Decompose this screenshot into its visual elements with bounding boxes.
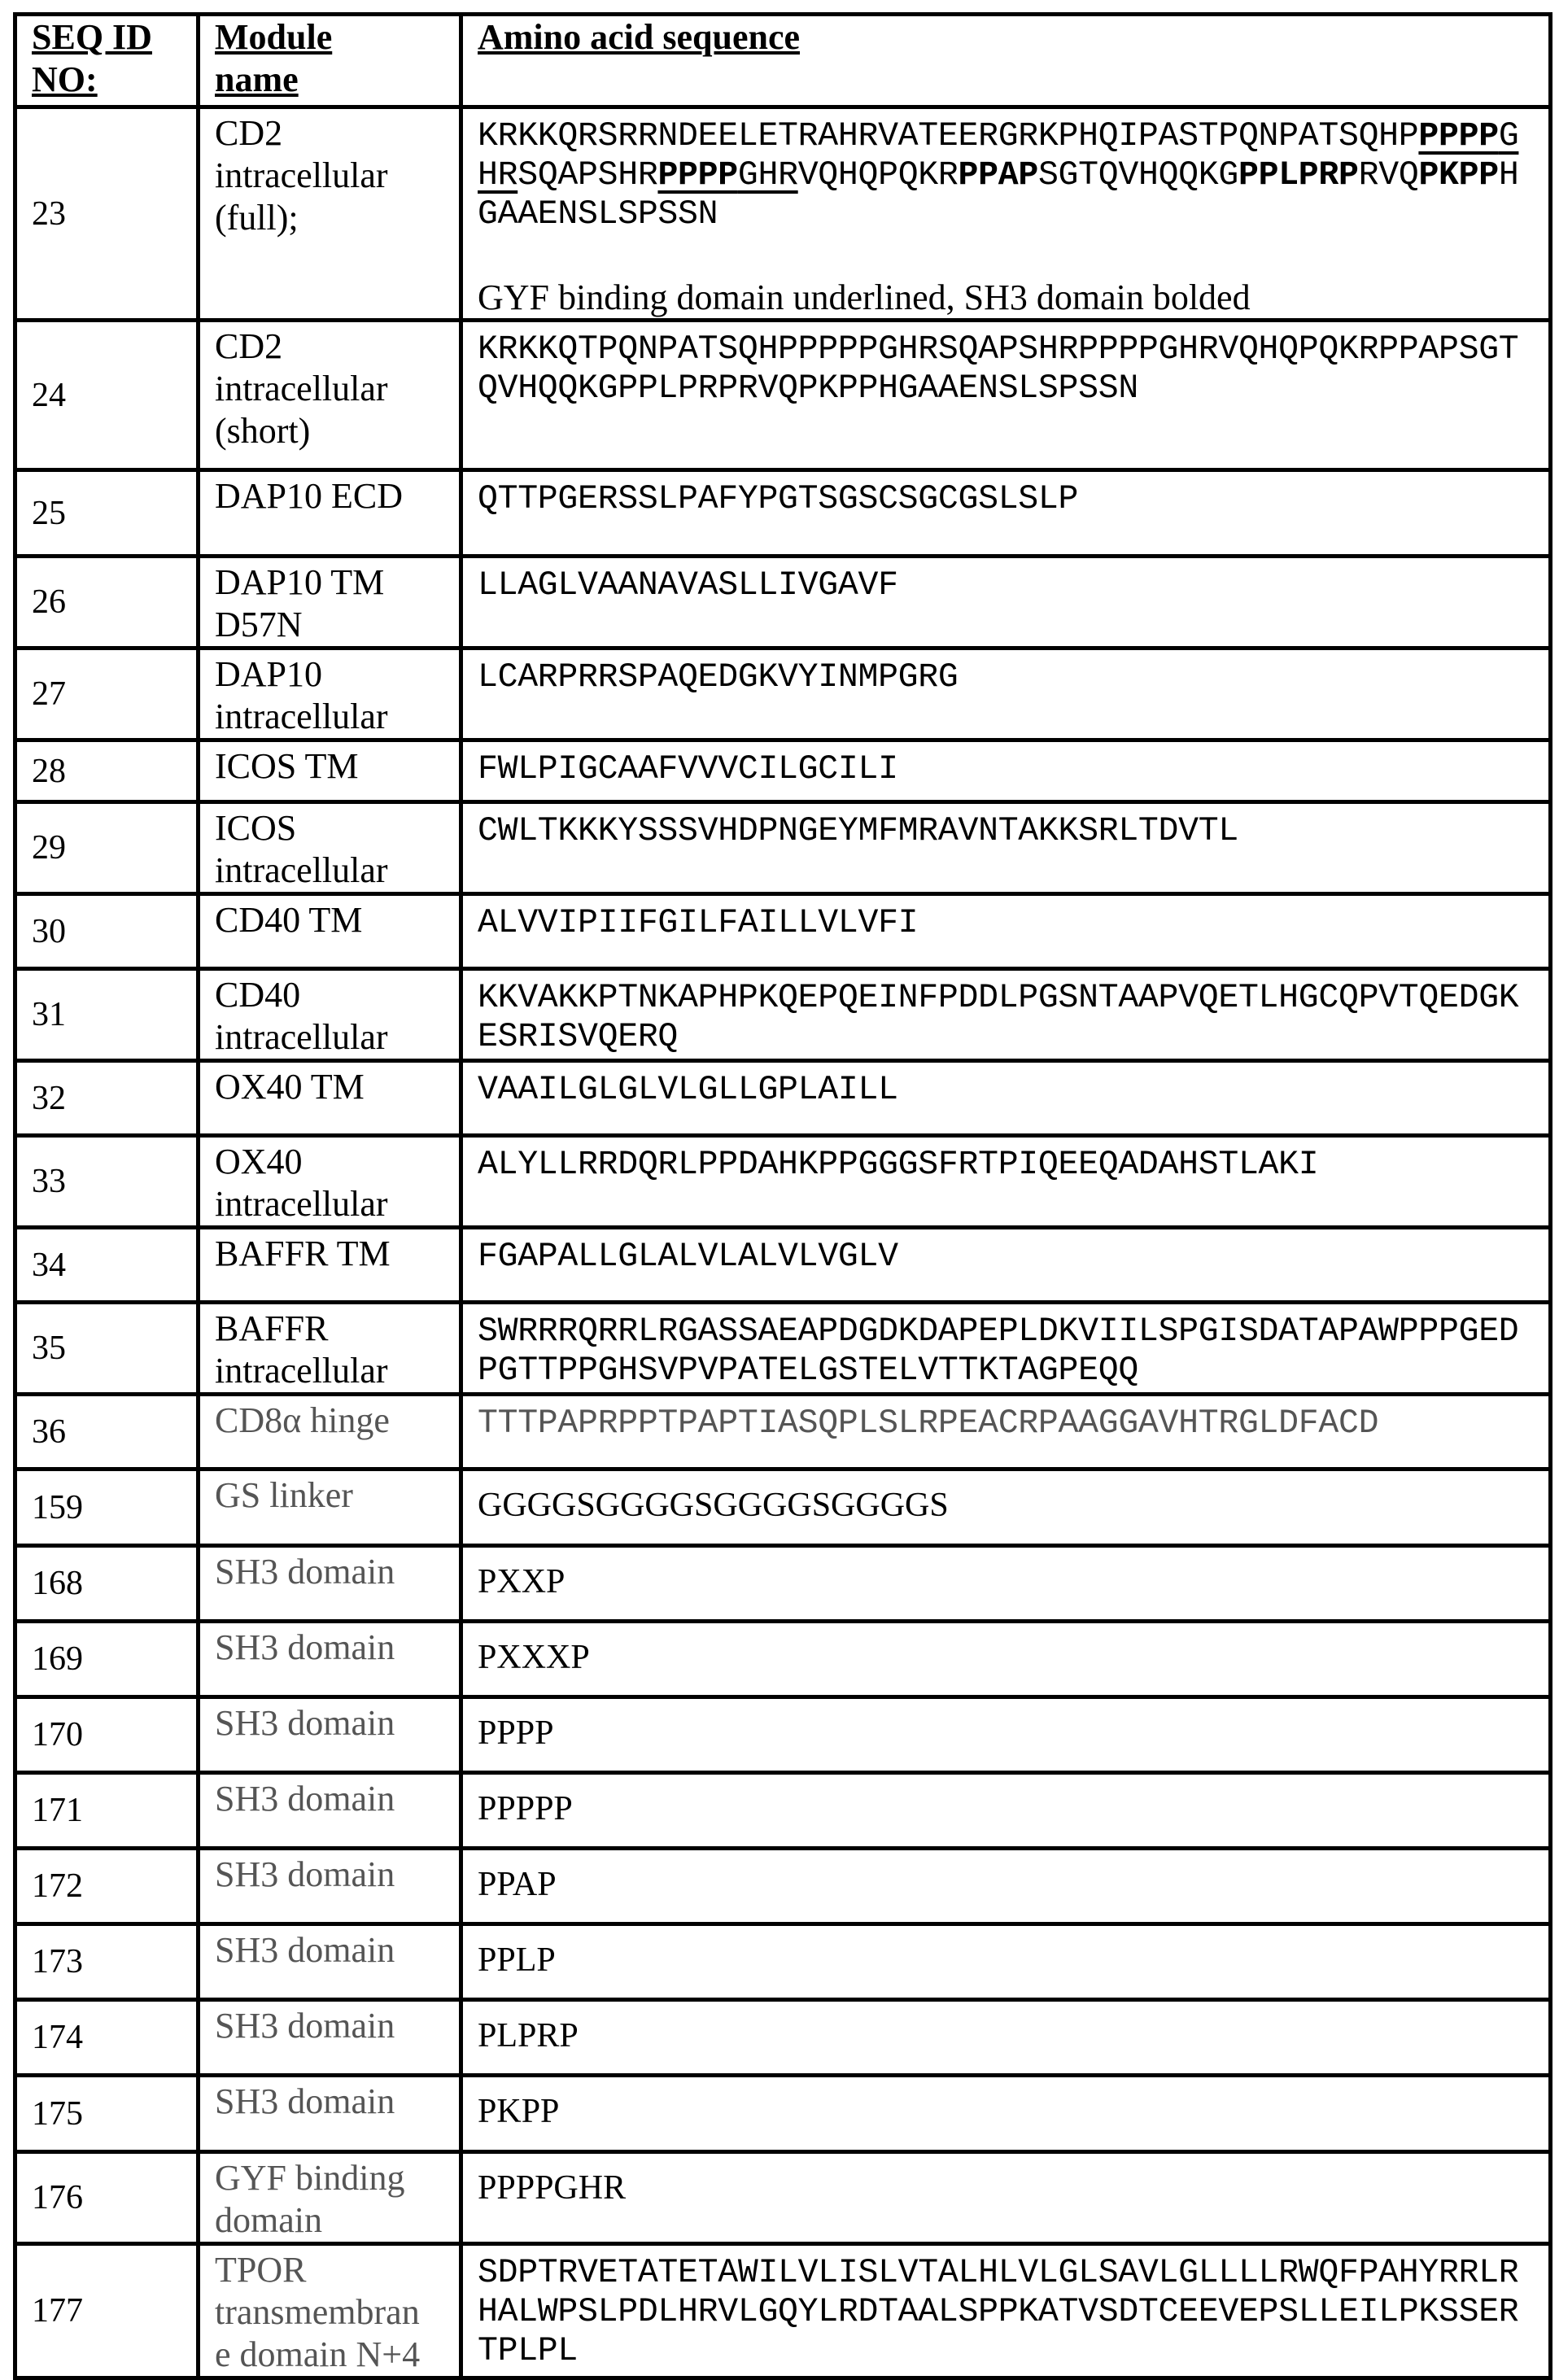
sequence-segment: SGTQVHQQKG [1038,156,1238,194]
sequence-cell [461,1849,1551,1924]
table-row [15,894,1551,969]
sh3-domain-segment: PPPP [657,156,737,194]
module-name: GS linker [199,1469,461,1546]
sequence: PKPP [478,2085,1534,2131]
sh3-domain-segment: PPPP [1418,117,1498,155]
seq-id: 172 [15,1849,199,1924]
seq-id: 32 [15,1061,199,1136]
module-name: SH3 domain [199,2000,461,2076]
module-name: SH3 domain [199,1924,461,2000]
seq-id: 170 [15,1697,199,1773]
module-name: CD2 intracellular (short) [199,321,461,470]
seq-id: 159 [15,1469,199,1546]
seq-id: 28 [15,740,199,802]
header-seq-id: SEQ ID NO: [15,15,199,107]
sequence-cell [461,1773,1551,1849]
module-name: SH3 domain [199,1622,461,1697]
seq-id: 36 [15,1395,199,1469]
seq-id: 27 [15,648,199,740]
sequence-segment: KRKKQRSRRNDEELETRAHRVATEERGRKPHQIPASTPQNPATSQHP [478,117,1418,155]
seq-id: 173 [15,1924,199,2000]
sequence-cell [461,1303,1551,1395]
sequence-segment: RVQ [1359,156,1419,194]
sequence-cell [461,107,1551,321]
sequence-cell [461,1395,1551,1469]
table-row [15,1061,1551,1136]
table-row [15,1849,1551,1924]
header-row [15,15,1551,107]
sequence: QTTPGERSSLPAFYPGTSGSCSGCGSLSLP [478,480,1534,519]
table-row [15,1697,1551,1773]
module-name: BAFFR intracellular [199,1303,461,1395]
seq-id: 33 [15,1136,199,1228]
table-row [15,107,1551,321]
sequence: GGGGSGGGGSGGGGSGGGGS [478,1479,1534,1525]
table-row [15,1136,1551,1228]
module-name: CD40 intracellular [199,969,461,1061]
table-row [15,1622,1551,1697]
table-row [15,1546,1551,1622]
sequence: PXXP [478,1556,1534,1601]
module-name: CD8α hinge [199,1395,461,1469]
sequence-cell [461,969,1551,1061]
sequence-cell [461,1697,1551,1773]
seq-id: 169 [15,1622,199,1697]
module-name: OX40 intracellular [199,1136,461,1228]
module-name: SH3 domain [199,1546,461,1622]
table-row [15,2000,1551,2076]
module-name: SH3 domain [199,1697,461,1773]
table-row [15,969,1551,1061]
sequence-segment: HGAAENSLSPSSN [478,156,1518,234]
sh3-domain-segment: PPAP [959,156,1038,194]
module-name: SH3 domain [199,2076,461,2152]
sequence-segment: SQAPSHR [517,156,657,194]
sequence: KRKKQTPQNPATSQHPPPPPGHRSQAPSHRPPPPGHRVQHQPQKRPPAPSGTQVHQQKGPPLPRPRVQPKPPHGAAENSLSPSSN [478,330,1534,408]
sequence: TTTPAPRPPTPAPTIASQPLSLRPEACRPAAGGAVHTRGLDFACD [478,1404,1534,1443]
module-name: GYF binding domain [199,2152,461,2244]
sequence: LLAGLVAANAVASLLIVGAVF [478,566,1534,605]
seq-id: 176 [15,2152,199,2244]
module-name: TPOR transmembran e domain N+4 [199,2244,461,2378]
module-name: DAP10 intracellular [199,648,461,740]
sequence-cell [461,1622,1551,1697]
seq-id: 175 [15,2076,199,2152]
sequence-cell [461,2152,1551,2244]
seq-id: 31 [15,969,199,1061]
sequence-cell [461,2000,1551,2076]
sequence: PPPPGHR [478,2162,1534,2208]
table-row [15,557,1551,648]
seq-id: 35 [15,1303,199,1395]
table-row [15,740,1551,802]
sequence: PPPP [478,1707,1534,1753]
seq-id: 34 [15,1228,199,1303]
seq-id: 30 [15,894,199,969]
header-module-name: Module name [199,15,461,107]
sequence-cell [461,1469,1551,1546]
gyf-domain-segment: GHR [738,156,798,194]
table-row [15,470,1551,557]
sequence-cell [461,557,1551,648]
seq-id: 171 [15,1773,199,1849]
table-row [15,2076,1551,2152]
seq-id: 168 [15,1546,199,1622]
sequence-cell [461,321,1551,470]
sequence: PPLP [478,1934,1534,1980]
sequence: SWRRRQRRLRGASSAEAPDGDKDAPEPLDKVIILSPGISDATAPAWPPPGEDPGTTPPGHSVPVPATELGSTELVTTKTAGPEQQ [478,1312,1534,1391]
module-name: DAP10 ECD [199,470,461,557]
sh3-domain-segment: PPLPRP [1238,156,1359,194]
sequence: FWLPIGCAAFVVVCILGCILI [478,750,1534,789]
gyf-domain-segment: GHR [478,117,1518,194]
module-name: CD2 intracellular (full); [199,107,461,321]
seq-id: 25 [15,470,199,557]
sequence-cell [461,1924,1551,2000]
sequence-table [13,12,1552,2380]
sequence-cell [461,648,1551,740]
seq-id: 24 [15,321,199,470]
module-name: CD40 TM [199,894,461,969]
table-row [15,648,1551,740]
table-row [15,321,1551,470]
sequence-cell [461,470,1551,557]
sequence-cell [461,894,1551,969]
sequence-cell [461,740,1551,802]
module-name: OX40 TM [199,1061,461,1136]
sequence-segment: VQHQPQKR [798,156,959,194]
sequence-cell [461,1228,1551,1303]
header-sequence: Amino acid sequence [461,15,1551,107]
seq-id: 29 [15,802,199,894]
sequence-cell [461,1061,1551,1136]
module-name: SH3 domain [199,1773,461,1849]
sequence: PLPRP [478,2010,1534,2055]
sh3-domain-segment: PKPP [1418,156,1498,194]
sequence [478,117,1534,234]
table-row [15,1303,1551,1395]
sequence-cell [461,1546,1551,1622]
table-row [15,2152,1551,2244]
seq-id: 26 [15,557,199,648]
table-row [15,1228,1551,1303]
sequence: VAAILGLGLVLGLLGPLAILL [478,1071,1534,1110]
table-row [15,1924,1551,2000]
sequence: FGAPALLGLALVLALVLVGLV [478,1238,1534,1277]
module-name: BAFFR TM [199,1228,461,1303]
sequence-cell [461,1136,1551,1228]
sequence-cell [461,2076,1551,2152]
module-name: ICOS intracellular [199,802,461,894]
sequence: ALVVIPIIFGILFAILLVLVFI [478,904,1534,943]
table-row [15,1469,1551,1546]
table-row [15,2244,1551,2378]
seq-id: 174 [15,2000,199,2076]
sequence: PPAP [478,1858,1534,1904]
table-row [15,1773,1551,1849]
sequence-cell [461,802,1551,894]
sequence: LCARPRRSPAQEDGKVYINMPGRG [478,658,1534,697]
module-name: SH3 domain [199,1849,461,1924]
module-name: DAP10 TM D57N [199,557,461,648]
sequence: PPPPP [478,1783,1534,1828]
sequence-note: GYF binding domain underlined, SH3 domain bolded [478,277,1534,318]
sequence: ALYLLRRDQRLPPDAHKPPGGGSFRTPIQEEQADAHSTLAKI [478,1146,1534,1185]
sequence: PXXXP [478,1631,1534,1677]
sequence-cell [461,2244,1551,2378]
module-name: ICOS TM [199,740,461,802]
sequence: KKVAKKPTNKAPHPKQEPQEINFPDDLPGSNTAAPVQETLHGCQPVTQEDGKESRISVQERQ [478,979,1534,1057]
sequence: CWLTKKKYSSSVHDPNGEYMFMRAVNTAKKSRLTDVTL [478,812,1534,851]
sequence: SDPTRVETATETAWILVLISLVTALHLVLGLSAVLGLLLLRWQFPAHYRRLRHALWPSLPDLHRVLGQYLRDTAALSPPKATVSDTCEEVEPSLLEILPKSSERTPLPL [478,2254,1534,2371]
seq-id: 177 [15,2244,199,2378]
table-row [15,802,1551,894]
table-row [15,1395,1551,1469]
seq-id: 23 [15,107,199,321]
